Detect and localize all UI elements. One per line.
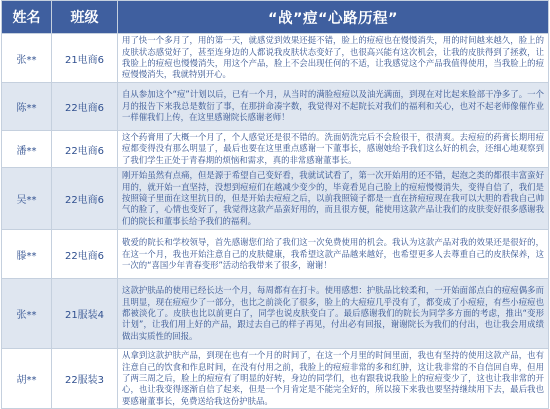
student-name: 潘** [2, 131, 52, 168]
header-class: 班级 [52, 1, 118, 34]
header-row [2, 1, 549, 34]
table-row [2, 34, 549, 83]
student-class: 22电商6 [52, 230, 118, 279]
student-class: 22电商6 [52, 83, 118, 131]
student-story: 这款护肤品的使用已经长达一个月，每周都有在打卡。使用感想：护肤品比较柔和，一开始面部点白的痘痘偶多而且明显，现在痘痘少了一部分，也比之前淡化了很多，脸上的大痘痘几乎没有了，都变成了小痘痘，有些小痘痘也都被淡化了。皮肤也比以前更白了，同学也说皮肤变白了。最后感谢我们的院长为同学多方面的考虑，推出“变形计划”，让我们用上好的产品，跟过去自己的样子再见，付出必有回报，谢谢院长为我们的付出，也让我会用成绩做出实质性的回报。 [118, 279, 549, 349]
student-name: 陈** [2, 83, 52, 131]
header-name: 姓名 [2, 1, 52, 34]
student-story: 这个药膏用了大概一个月了，个人感觉还是很不错的。洗面奶洗完后不会脸很干，很清爽。去痘痘的药膏长期用痘痘都变得没有那么明显了，最后也要在这里重点感谢一下董事长，感谢她给予我们这么好的机会，还细心地观察到了我们学生正处于青春期的烦恼和需求，真的非常感谢董事长。 [118, 131, 549, 168]
student-name: 吴** [2, 168, 52, 230]
table-row [2, 349, 549, 409]
student-name: 滕** [2, 230, 52, 279]
student-class: 22电商6 [52, 168, 118, 230]
student-story: 用了快一个多月了，用的第一天，就感觉到效果还挺不错，脸上的痘痘也在慢慢消失，用的时间越来越久，脸上的皮肤状态感觉好了，甚至连身边的人都说我皮肤状态变好了，也很高兴能有这次机会，让我的皮肤得到了拯救，让我脸上的痘痘也慢慢消失，用这个产品，脸上不会出现任何的不适，让我感觉这个产品我值得使用，当我脸上的痘痘慢慢消失，我就特别开心。 [118, 34, 549, 83]
table-row [2, 230, 549, 279]
student-name: 张** [2, 34, 52, 83]
table-row [2, 168, 549, 230]
student-class: 21电商6 [52, 34, 118, 83]
student-story: 敬爱的院长和学校领导，首先感谢您们给了我们这一次免费使用的机会。我认为这款产品对我的效果还是很好的，在这一个月，我也开始注意自己的皮肤健康，我希望这款产品越来越好，也希望更多人去尊重自己的皮肤保养，这一次的“喜国少年青春变形”活动给我带来了很多，谢谢！ [118, 230, 549, 279]
student-story: 刚开始虽然有点痛，但是源于希望自己变好看，我就试试看了，第一次开始用的还不错，起泡之类的都很丰富蛮好用的，就开始一直坚持，没想到痘痘们在越减少变少的，毕竟看见自己脸上的痘痘慢慢消失，变得自信了，我们是按照镜子里面在这里抗日的，但是开始去痘痘之后，以前我照镜子都是一直在挤痘痘现在我可以大胆的看我自己帅气的脸了，心情也变好了，我觉得这款产品蛮好用的，而且很方便，能使用这款产品让我们的皮肤变好很多感谢我们的院长和董事长给予我们的福利。 [118, 168, 549, 230]
student-story: 从拿到这款护肤产品，到现在也有一个月的时间了，在这一个月里的时间里面，我也有坚持的使用这款产品，也有注意自己的饮食和作息时间，在没有付用之前，我脸上的痘痘非常的多和红肿，这让我非常的不自信回自卑，但用了两三周之后，脸上的痘痘有了明显的好转，身边的同学们，也有跟我说我脸上的痘痘变少了，这也让我非常的开心，也让我变得逐渐自信了起来，但是一个月肯定是不能完全好的，所以接下来我也要坚持继续用下去，最后我也要感谢董事长，免费送给我这份护肤品。 [118, 349, 549, 409]
student-class: 21服装4 [52, 279, 118, 349]
student-story: 自从参加这个“痘”计划以后，已有一个月，从当时的满脸痘痘以及油光满面，到现在对比起来脸部干净多了。一个月的报告下来我总是数衍了事，在那拼命凑字数，我觉得对不起院长对我们的福利和关心，也对不起老师像催作业一样催我们上传，在这里感谢院长感谢老师！ [118, 83, 549, 131]
header-story: “战”痘“心路历程” [118, 1, 549, 34]
student-name: 胡** [2, 349, 52, 409]
student-class: 22电商6 [52, 131, 118, 168]
table-row [2, 279, 549, 349]
student-name: 张** [2, 279, 52, 349]
testimonial-table [1, 0, 549, 409]
table-row [2, 83, 549, 131]
table-row [2, 131, 549, 168]
student-class: 22服装3 [52, 349, 118, 409]
